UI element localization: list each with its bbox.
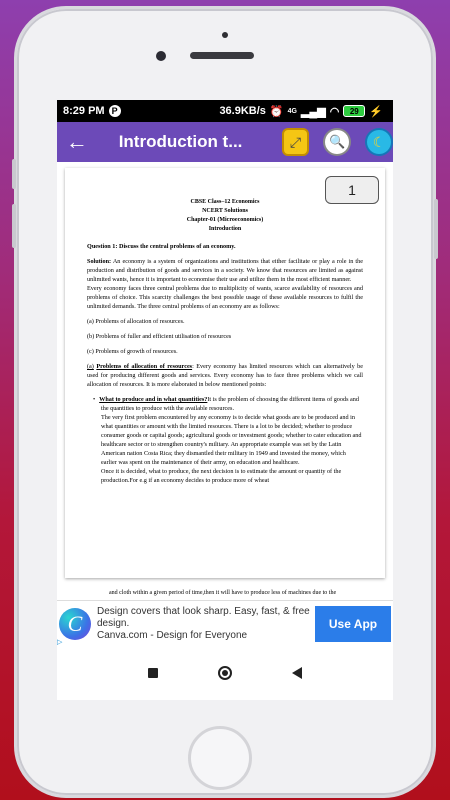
app-notification-icon: P: [109, 105, 121, 117]
canva-logo-icon: C: [59, 608, 91, 640]
physical-home-button[interactable]: [188, 726, 252, 790]
ad-subline: Canva.com - Design for Everyone: [97, 629, 248, 641]
power-button: [434, 199, 438, 259]
network-type: 4G: [287, 107, 297, 115]
earpiece-speaker: [190, 52, 254, 59]
battery-icon: 29: [343, 105, 365, 117]
page-number-badge: 1: [325, 176, 379, 204]
solution: Solution: An economy is a system of organizations and institutions that either facilitate or play a role in the production and distribution of goods and services in a society. We know that resources are limited as against unlimited wants, hence it is important to economise their use and utilize them in the most efficient manner. Every economy faces three central problems due to multiplicity of wants, scarce availability of resources and problems of choice. This scarcity challenges the best possible usage of these available resources to fulfil the unlimited demands. The three central problems of an economy are as follows:: [87, 258, 363, 310]
pdf-viewer[interactable]: [57, 162, 393, 600]
expand-icon[interactable]: ⤢: [282, 128, 310, 156]
night-mode-icon[interactable]: ☾: [365, 128, 393, 156]
next-page-preview: and cloth within a given period of time,then it will have to produce less of machines due to the: [65, 584, 385, 600]
use-app-button[interactable]: Use App: [315, 606, 391, 642]
app-toolbar: [57, 122, 393, 162]
alarm-icon: ⏰: [269, 105, 284, 118]
doc-heading: Introduction: [208, 226, 242, 232]
home-icon[interactable]: [218, 666, 232, 680]
page-title: Introduction t...: [118, 132, 243, 151]
wifi-icon: ◠: [329, 105, 340, 118]
ad-banner[interactable]: [57, 600, 393, 646]
status-time: 8:29 PM: [63, 105, 105, 117]
doc-heading: NCERT Solutions: [202, 208, 248, 214]
front-camera: [156, 51, 166, 61]
list-item: (c) Problems of growth of resources.: [87, 348, 178, 355]
ad-text: [97, 606, 315, 642]
volume-button: [12, 204, 16, 248]
back-triangle-icon[interactable]: [292, 667, 302, 679]
list-item: (a) Problems of allocation of resources.: [87, 318, 185, 325]
proximity-sensor: [222, 32, 228, 38]
status-bar: [57, 100, 393, 122]
back-arrow-icon[interactable]: ←: [65, 129, 88, 154]
pdf-page: [65, 168, 385, 578]
volume-button: [12, 159, 16, 189]
ad-headline: Design covers that look sharp. Easy, fast, & free design.: [97, 605, 310, 629]
screen: [57, 100, 393, 700]
search-icon[interactable]: 🔍: [323, 128, 351, 156]
network-speed: 36.9KB/s: [219, 105, 266, 117]
doc-heading: Chapter-01 (Microeconomics): [186, 217, 264, 223]
doc-heading: CBSE Class–12 Economics: [190, 199, 260, 205]
charging-icon: ⚡: [369, 105, 383, 118]
system-nav-bar: [57, 646, 393, 700]
recents-icon[interactable]: [148, 668, 158, 678]
document-content: [65, 168, 385, 485]
question: Question 1: Discuss the central problems of an economy.: [87, 243, 236, 250]
signal-icon: ▂▄▆: [300, 105, 326, 118]
adchoices-icon[interactable]: ▷: [57, 639, 63, 646]
list-item: (b) Problems of fuller and efficient utilisation of resources: [87, 333, 232, 340]
section-a: (a) Problems of allocation of resources: Every economy has limited resources which can alternatively be used for producing different goods and services. Every economy has to face three problems which we call allocation of resources. It is more elaborated in below mentioned points:: [87, 363, 363, 388]
bullet-item: • What to produce and in what quantities?It is the problem of choosing the different items of goods and the quantities to produce with the available resources. The very first problem encountered by any economy is to decide what goods are to be produced and in what quantities or amount with the limited resources. There is a lot to be decided; whether to produce consumer goods or capital goods; agricultural goods or investment goods; whether to cater education and healthcare sector or to strengthen country's military. An appropriate example was set by the Latin American nation Costa Rica; they dismantled their military in 1949 and invested the money, which earlier was spent on the maintenance of their army, on education and healthcare. Once it is decided, what to produce, the next decision is to estimate the amount or quantity of the production.For e.g if an economy decides to produce more of wheat: [101, 395, 363, 485]
